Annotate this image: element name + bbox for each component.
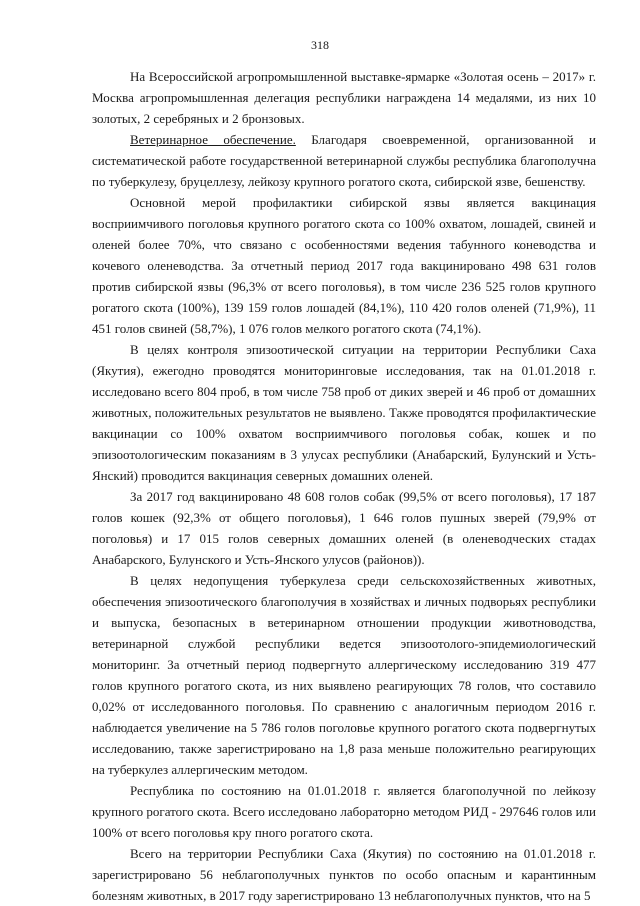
- paragraph-veterinary-support: [92, 129, 596, 192]
- paragraph-rabies-vaccination-2017: За 2017 год вакцинировано 48 608 голов собак (99,5% от всего поголовья), 17 187 голов кошек (92,3% от общего поголовья), 1 646 голов пушных зверей (79,9% от поголовья) и 17 015 голов северных домашних оленей (в оленеводческих стадах Анабарского, Булунского и Усть-Янского улусов (районов)).: [92, 489, 596, 567]
- section-heading-veterinary: Ветеринарное обеспечение.: [130, 132, 296, 147]
- document-body: [92, 66, 596, 906]
- paragraph-anthrax-vaccination: Основной мерой профилактики сибирской язвы является вакцинация восприимчивого поголовья крупного рогатого скота со 100% охватом, лошадей, свиней и оленей более 70%, что связано с особенностями ведения табунного коневодства и кочевого оленеводства. За отчетный период 2017 года вакцинировано 498 631 голов против сибирской язвы (96,3% от всего поголовья), в том числе 236 525 голов крупного рогатого скота (100%), 139 159 голов лошадей (84,1%), 110 420 голов оленей (71,9%), 11 451 голов свиней (58,7%), 1 076 голов мелкого рогатого скота (74,1%).: [92, 195, 596, 336]
- paragraph-leukosis-status: Республика по состоянию на 01.01.2018 г. является благополучной по лейкозу крупного рогатого скота. Всего исследовано лабораторно методом РИД - 297646 голов или 100% от всего поголовья кру пного рогатого скота.: [92, 783, 596, 840]
- paragraph-veterinary-text: Благодаря своевременной, организованной и систематической работе государственной ветеринарной службы республика благополучна по туберкулезу, бруцеллезу, лейкозу крупного рогатого скота, сибирской язве, бешенству.: [92, 132, 596, 189]
- paragraph-exhibition-awards: На Всероссийской агропромышленной выставке-ярмарке «Золотая осень – 2017» г. Москва агропромышленная делегация республики награждена 14 медалями, из них 10 золотых, 2 серебряных и 2 бронзовых.: [92, 69, 596, 126]
- page-number: 318: [311, 38, 329, 52]
- paragraph-epizootic-monitoring: В целях контроля эпизоотической ситуации на территории Республики Саха (Якутия), ежегодно проводятся мониторинговые исследования, так на 01.01.2018 г. исследовано всего 804 проб, в том числе 758 проб от диких зверей и 46 проб от домашних животных, положительных результатов не выявлено. Также проводятся профилактические вакцинации со 100% охватом восприимчивого поголовья собак, кошек и по эпизоотологическим показаниям в 3 улусах республики (Анабарский, Булунский и Усть-Янский) проводится вакцинация северных домашних оленей.: [92, 342, 596, 483]
- paragraph-tuberculosis-monitoring: В целях недопущения туберкулеза среди сельскохозяйственных животных, обеспечения эпизоотического благополучия в хозяйствах и личных подворьях республики и выпуска, безопасных в ветеринарном отношении продукции животноводства, ветеринарной службой республики ведется эпизоотолого-эпидемиологический мониторинг. За отчетный период подвергнуто аллергическому исследованию 319 477 голов крупного рогатого скота, из них выявлено реагирующих 78 голов, что составило 0,02% от исследованного поголовья. По сравнению с аналогичным периодом 2016 г. наблюдается увеличение на 5 786 голов поголовье крупного рогатого скота подвергнутых исследованию, также зарегистрировано на 1,8 раза меньше положительно реагирующих на туберкулез аллергическим методом.: [92, 573, 596, 777]
- paragraph-unfavorable-points: Всего на территории Республики Саха (Якутия) по состоянию на 01.01.2018 г. зарегистрировано 56 неблагополучных пунктов по особо опасным и карантинным болезням животных, в 2017 году зарегистрировано 13 неблагополучных пунктов, что на 5: [92, 846, 596, 903]
